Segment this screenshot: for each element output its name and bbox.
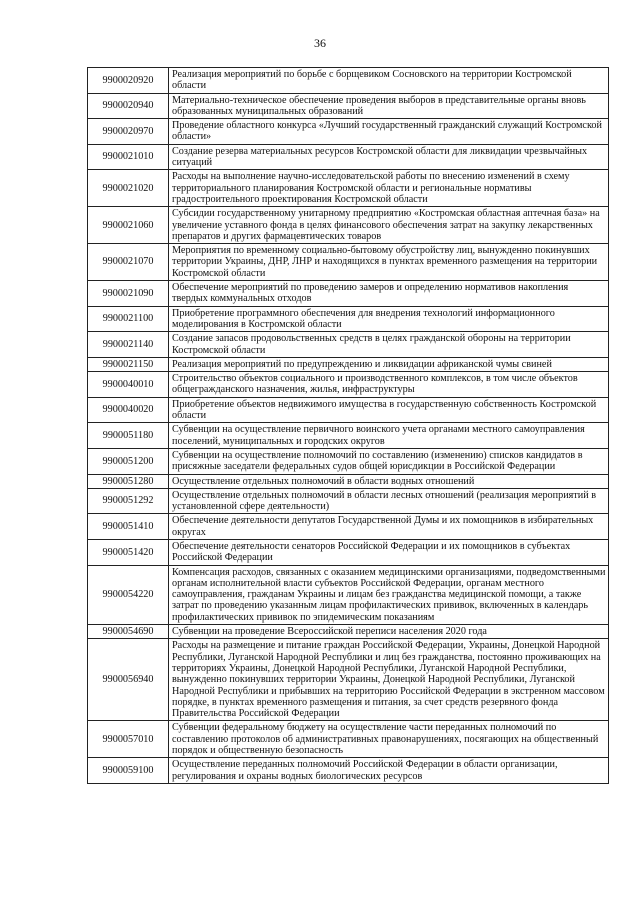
code-cell: 9900054220 [88, 565, 169, 624]
description-cell: Создание резерва материальных ресурсов Костромской области для ликвидации чрезвычайных ситуаций [169, 144, 609, 170]
table-row [88, 565, 609, 624]
code-cell: 9900059100 [88, 758, 169, 784]
description-cell: Обеспечение деятельности депутатов Государственной Думы и их помощников в избирательных округах [169, 514, 609, 540]
code-cell: 9900020920 [88, 68, 169, 94]
code-cell: 9900021070 [88, 244, 169, 281]
description-cell: Реализация мероприятий по предупреждению и ликвидации африканской чумы свиней [169, 357, 609, 371]
code-cell: 9900021010 [88, 144, 169, 170]
code-cell: 9900051410 [88, 514, 169, 540]
table-row [88, 423, 609, 449]
table-row [88, 207, 609, 244]
code-cell: 9900051200 [88, 448, 169, 474]
description-cell: Реализация мероприятий по борьбе с борщевиком Сосновского на территории Костромской области [169, 68, 609, 94]
description-cell: Субвенции на осуществление первичного воинского учета органами местного самоуправления поселений, муниципальных и городских округов [169, 423, 609, 449]
table-row [88, 119, 609, 145]
description-cell: Субвенции федеральному бюджету на осуществление части переданных полномочий по составлению протоколов об административных правонарушениях, посягающих на общественный порядок и общественную безопасность [169, 721, 609, 758]
code-cell: 9900021100 [88, 306, 169, 332]
table-row [88, 144, 609, 170]
table-row [88, 639, 609, 721]
description-cell: Мероприятия по временному социально-бытовому обустройству лиц, вынужденно покинувших территории Украины, ДНР, ЛНР и находящихся в пунктах временного размещения на территории Костромской области [169, 244, 609, 281]
code-cell: 9900051292 [88, 488, 169, 514]
table-row [88, 332, 609, 358]
table-row [88, 244, 609, 281]
code-cell: 9900051180 [88, 423, 169, 449]
description-cell: Проведение областного конкурса «Лучший государственный гражданский служащий Костромской области» [169, 119, 609, 145]
description-cell: Субвенции на осуществление полномочий по составлению (изменению) списков кандидатов в присяжные заседатели федеральных судов общей юрисдикции в Российской Федерации [169, 448, 609, 474]
code-cell: 9900020940 [88, 93, 169, 119]
table-row [88, 539, 609, 565]
table-row [88, 397, 609, 423]
description-cell: Обеспечение деятельности сенаторов Российской Федерации и их помощников в субъектах Российской Федерации [169, 539, 609, 565]
description-cell: Строительство объектов социального и производственного комплексов, в том числе объектов общегражданского назначения, жилья, инфраструктуры [169, 372, 609, 398]
table-row [88, 68, 609, 94]
code-cell: 9900040010 [88, 372, 169, 398]
code-cell: 9900021020 [88, 170, 169, 207]
page-number: 36 [314, 36, 326, 50]
table-row [88, 372, 609, 398]
description-cell: Осуществление переданных полномочий Российской Федерации в области организации, регулирования и охраны водных биологических ресурсов [169, 758, 609, 784]
code-cell: 9900020970 [88, 119, 169, 145]
description-cell: Материально-техническое обеспечение проведения выборов в представительные органы вновь образованных муниципальных образований [169, 93, 609, 119]
description-cell: Субсидии государственному унитарному предприятию «Костромская областная аптечная база» на увеличение уставного фонда в целях финансового обеспечения затрат на закупку лекарственных препаратов и других фармацевтических товаров [169, 207, 609, 244]
table-row [88, 448, 609, 474]
table-row [88, 93, 609, 119]
table-row [88, 281, 609, 307]
code-cell: 9900021060 [88, 207, 169, 244]
code-cell: 9900054690 [88, 625, 169, 639]
table-row [88, 758, 609, 784]
code-cell: 9900051280 [88, 474, 169, 488]
table-row [88, 488, 609, 514]
code-cell: 9900056940 [88, 639, 169, 721]
table-row [88, 357, 609, 371]
description-cell: Осуществление отдельных полномочий в области лесных отношений (реализация мероприятий в установленной сфере деятельности) [169, 488, 609, 514]
code-cell: 9900057010 [88, 721, 169, 758]
table-row [88, 721, 609, 758]
description-cell: Расходы на выполнение научно-исследовательской работы по внесению изменений в схему территориального планирования Костромской области и региональные нормативы градостроительного проектирования Костромской области [169, 170, 609, 207]
table-row [88, 514, 609, 540]
description-cell: Осуществление отдельных полномочий в области водных отношений [169, 474, 609, 488]
description-cell: Приобретение программного обеспечения для внедрения технологий информационного моделирования в Костромской области [169, 306, 609, 332]
table-row [88, 170, 609, 207]
budget-classification-table [87, 67, 609, 784]
code-cell: 9900040020 [88, 397, 169, 423]
description-cell: Компенсация расходов, связанных с оказанием медицинскими организациями, подведомственными органам исполнительной власти субъектов Российской Федерации, органам местного самоуправления, гражданам Украины и лицам без гражданства медицинской помощи, а также затрат по проведению указанным лицам профилактических прививок, включенных в календарь профилактических прививок по эпидемическим показаниям [169, 565, 609, 624]
table-row [88, 474, 609, 488]
code-cell: 9900021140 [88, 332, 169, 358]
description-cell: Обеспечение мероприятий по проведению замеров и определению нормативов накопления твердых коммунальных отходов [169, 281, 609, 307]
description-cell: Расходы на размещение и питание граждан Российской Федерации, Украины, Донецкой Народной Республики, Луганской Народной Республики и лиц без гражданства, постоянно проживающих на территориях Украины, Донецкой Народной Республики, Луганской Народной Республики, вынужденно покинувших территории Украины, Донецкой Народной Республики, Луганской Народной Республики и прибывших на территорию Российской Федерации в экстренном массовом порядке, в пунктах временного размещения и питания, за счет средств резервного фонда Правительства Российской Федерации [169, 639, 609, 721]
code-cell: 9900021090 [88, 281, 169, 307]
description-cell: Приобретение объектов недвижимого имущества в государственную собственность Костромской области [169, 397, 609, 423]
description-cell: Создание запасов продовольственных средств в целях гражданской обороны на территории Костромской области [169, 332, 609, 358]
description-cell: Субвенции на проведение Всероссийской переписи населения 2020 года [169, 625, 609, 639]
code-cell: 9900051420 [88, 539, 169, 565]
code-cell: 9900021150 [88, 357, 169, 371]
table-row [88, 625, 609, 639]
table-row [88, 306, 609, 332]
